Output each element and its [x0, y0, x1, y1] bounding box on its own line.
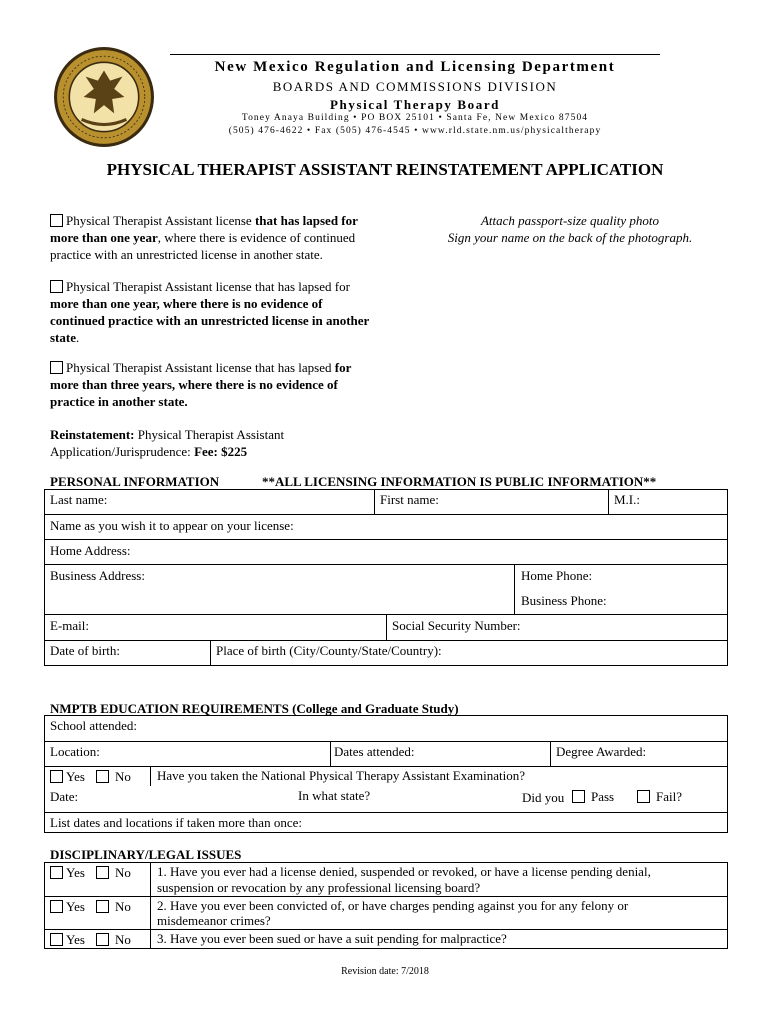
question-2-line2: misdemeanor crimes? — [157, 913, 271, 928]
question-3: 3. Have you ever been sued or have a suit pending for malpractice? — [157, 931, 507, 946]
q1-no-checkbox[interactable] — [96, 866, 109, 879]
middle-initial-field[interactable]: M.I.: — [614, 492, 640, 507]
first-name-field[interactable]: First name: — [380, 492, 439, 507]
board-address: Toney Anaya Building • PO BOX 25101 • Santa Fe, New Mexico 87504 — [241, 113, 589, 123]
reinstatement-fee: Reinstatement: Physical Therapist Assistant Application/Jurisprudence: Fee: $225 — [50, 427, 285, 459]
school-attended-field[interactable]: School attended: — [50, 718, 138, 733]
exam-pass-checkbox[interactable] — [572, 790, 585, 803]
q1-yes-option[interactable]: Yes — [50, 865, 85, 881]
option-lapsed-one-year-no-evidence: Physical Therapist Assistant license that has lapsed for more than one year, where there is no evidence of continued practice with an unrestricted license in another state. — [50, 279, 370, 345]
exam-question: Have you taken the National Physical Therapy Assistant Examination? — [157, 768, 526, 783]
division-name: BOARDS AND COMMISSIONS DIVISION — [272, 79, 558, 94]
option-lapsed-one-year-evidence: Physical Therapist Assistant license that has lapsed for more than one year, where there is evidence of continued practice with an unrestricted license in another state. — [50, 213, 358, 262]
q2-no-checkbox[interactable] — [96, 900, 109, 913]
form-title: PHYSICAL THERAPIST ASSISTANT REINSTATEMENT APPLICATION — [106, 160, 664, 179]
revision-date: Revision date: 7/2018 — [341, 966, 429, 977]
date-of-birth-field[interactable]: Date of birth: — [50, 643, 121, 658]
q2-yes-option[interactable]: Yes — [50, 899, 85, 915]
place-of-birth-field[interactable]: Place of birth (City/County/State/Country): — [216, 643, 442, 658]
q3-no-option[interactable]: No — [96, 932, 131, 948]
exam-pass-option[interactable]: Pass — [572, 789, 614, 805]
business-address-field[interactable]: Business Address: — [50, 568, 145, 583]
exam-yes-option[interactable]: Yes — [50, 769, 85, 785]
exam-fail-checkbox[interactable] — [637, 790, 650, 803]
option-2-checkbox[interactable] — [50, 280, 63, 293]
option-3-checkbox[interactable] — [50, 361, 63, 374]
last-name-field[interactable]: Last name: — [50, 492, 108, 507]
exam-no-checkbox[interactable] — [96, 770, 109, 783]
photo-instructions: Attach passport-size quality photo Sign your name on the back of the photograph. — [447, 213, 693, 245]
exam-fail-option[interactable]: Fail? — [637, 789, 682, 805]
board-contact: (505) 476-4622 • Fax (505) 476-4545 • www.rld.state.nm.us/physicaltherapy — [228, 126, 602, 136]
home-address-field[interactable]: Home Address: — [50, 543, 131, 558]
q1-yes-checkbox[interactable] — [50, 866, 63, 879]
q3-no-checkbox[interactable] — [96, 933, 109, 946]
dates-attended-field[interactable]: Dates attended: — [334, 744, 415, 759]
home-phone-field[interactable]: Home Phone: — [521, 568, 593, 583]
q2-no-option[interactable]: No — [96, 899, 131, 915]
degree-awarded-field[interactable]: Degree Awarded: — [556, 744, 647, 759]
option-lapsed-three-years: Physical Therapist Assistant license that has lapsed for more than three years, where there is no evidence of practice in another state. — [50, 360, 352, 409]
location-field[interactable]: Location: — [50, 744, 100, 759]
exam-state-field[interactable]: In what state? — [298, 788, 371, 803]
public-info-notice: **ALL LICENSING INFORMATION IS PUBLIC INFORMATION** — [262, 474, 657, 489]
question-2-line1: 2. Have you ever been convicted of, or have charges pending against you for any felony or — [157, 898, 629, 913]
board-name: Physical Therapy Board — [329, 97, 501, 112]
personal-info-heading: PERSONAL INFORMATION — [50, 474, 220, 489]
business-phone-field[interactable]: Business Phone: — [521, 593, 607, 608]
q1-no-option[interactable]: No — [96, 865, 131, 881]
question-1-line1: 1. Have you ever had a license denied, suspended or revoked, or have a license pending denial, — [157, 864, 651, 879]
department-name: New Mexico Regulation and Licensing Department — [214, 59, 616, 75]
exam-result-label: Did you — [522, 790, 565, 805]
question-1-line2: suspension or revocation by any professional licensing board? — [157, 880, 481, 895]
ssn-field[interactable]: Social Security Number: — [392, 618, 521, 633]
disciplinary-heading: DISCIPLINARY/LEGAL ISSUES — [50, 847, 242, 862]
state-seal-logo — [53, 46, 155, 148]
q2-yes-checkbox[interactable] — [50, 900, 63, 913]
q3-yes-option[interactable]: Yes — [50, 932, 85, 948]
exam-no-option[interactable]: No — [96, 769, 131, 785]
exam-yes-checkbox[interactable] — [50, 770, 63, 783]
q3-yes-checkbox[interactable] — [50, 933, 63, 946]
education-heading: NMPTB EDUCATION REQUIREMENTS (College and Graduate Study) — [50, 701, 459, 716]
option-1-checkbox[interactable] — [50, 214, 63, 227]
exam-date-field[interactable]: Date: — [50, 789, 79, 804]
email-field[interactable]: E-mail: — [50, 618, 89, 633]
exam-dates-list-field[interactable]: List dates and locations if taken more than once: — [50, 815, 302, 830]
license-name-field[interactable]: Name as you wish it to appear on your license: — [50, 518, 294, 533]
header-rule — [170, 54, 660, 55]
